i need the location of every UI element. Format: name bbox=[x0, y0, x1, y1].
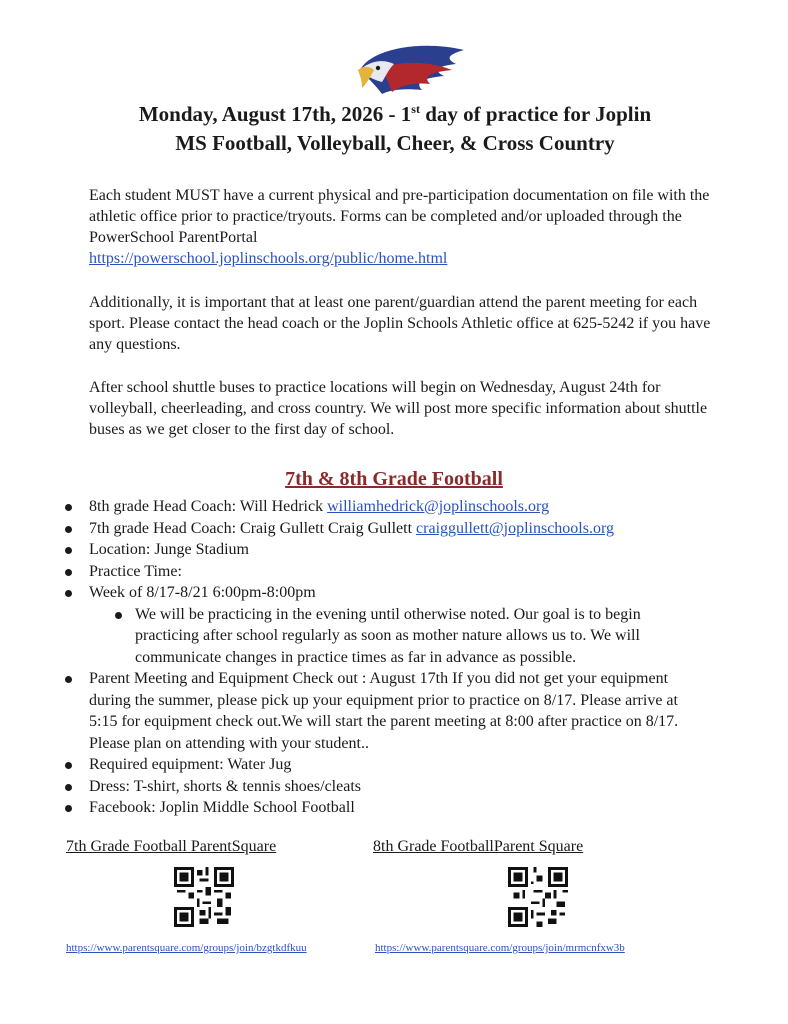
list-item bbox=[63, 518, 713, 540]
seventh-parentsquare-label: 7th Grade Football ParentSquare bbox=[66, 838, 277, 855]
week-note-text: We will be practicing in the evening until otherwise noted. Our goal is to begin practicing after school regularly as soon as mother nature allows us to. We will communicate changes in practice times as far in advance as possible. bbox=[135, 605, 641, 666]
bullet-icon bbox=[65, 547, 72, 554]
list-item bbox=[63, 561, 713, 583]
coach7-text: 7th grade Head Coach: Craig Gullett Craig Gullett bbox=[89, 519, 417, 537]
location-text: Location: Junge Stadium bbox=[89, 541, 249, 558]
bullet-icon bbox=[65, 784, 72, 791]
bullet-icon bbox=[65, 676, 72, 683]
title-line1-after: day of practice for Joplin bbox=[419, 102, 652, 126]
sub-list-item bbox=[63, 604, 713, 669]
coach8-text: 8th grade Head Coach: Will Hedrick bbox=[89, 498, 328, 515]
bullet-icon bbox=[115, 612, 122, 619]
page-title bbox=[60, 100, 730, 158]
bullet-icon bbox=[65, 569, 72, 576]
coach7-email-link[interactable]: craiggullett@joplinschools.org bbox=[416, 519, 614, 537]
football-bullet-list bbox=[63, 496, 713, 819]
shuttle-paragraph: After school shuttle buses to practice locations will begin on Wednesday, August 24th for volleyball, cheerleading, and cross country. We will post more specific information about shuttle buses as we get closer to the first day of school. bbox=[89, 379, 708, 438]
list-item bbox=[63, 668, 713, 754]
seventh-parentsquare-link[interactable]: https://www.parentsquare.com/groups/join/bzgtkdfkuu bbox=[66, 942, 307, 954]
eagle-logo-icon bbox=[352, 40, 472, 96]
eighth-parentsquare-label: 8th Grade FootballParent Square bbox=[373, 838, 584, 855]
week-text: Week of 8/17-8/21 6:00pm-8:00pm bbox=[89, 584, 316, 601]
list-item bbox=[63, 797, 713, 819]
list-item bbox=[63, 754, 713, 776]
physical-text: Each student MUST have a current physical and pre-participation documentation on file with the athletic office prior to practice/tryouts. Forms can be completed and/or uploaded through the PowerSchool ParentPortal bbox=[89, 187, 710, 246]
bullet-icon bbox=[65, 590, 72, 597]
parent-meeting-text: Parent Meeting and Equipment Check out : August 17th If you did not get your equipment during the summer, please pick up your equipment prior to practice on 8/17. Please arrive at 5:15 for equipment check out.We will start the parent meeting at 8:00 after practice on 8/17. Please plan on attending with your student.. bbox=[89, 670, 679, 752]
list-item bbox=[63, 539, 713, 561]
bullet-icon bbox=[65, 762, 72, 769]
powerschool-link[interactable]: https://powerschool.joplinschools.org/public/home.html bbox=[89, 250, 448, 267]
equipment-text: Required equipment: Water Jug bbox=[89, 756, 292, 773]
parent-meeting-paragraph: Additionally, it is important that at least one parent/guardian attend the parent meeting for each sport. Please contact the head coach or the Joplin Schools Athletic office at 625-5242 if you have any questions. bbox=[89, 294, 711, 353]
dress-text: Dress: T-shirt, shorts & tennis shoes/cleats bbox=[89, 777, 361, 795]
qr-code-icon bbox=[174, 867, 234, 927]
bullet-icon bbox=[65, 504, 72, 511]
list-item bbox=[63, 496, 713, 518]
practice-time-text: Practice Time: bbox=[89, 562, 182, 580]
title-superscript: st bbox=[411, 102, 420, 116]
qr-code-icon bbox=[508, 867, 568, 927]
eighth-parentsquare-link[interactable]: https://www.parentsquare.com/groups/join/mrmcnfxw3b bbox=[375, 942, 625, 954]
bullet-icon bbox=[65, 805, 72, 812]
title-line2: MS Football, Volleyball, Cheer, & Cross Country bbox=[175, 131, 615, 155]
list-item bbox=[63, 776, 713, 798]
list-item bbox=[63, 582, 713, 604]
football-section-heading: 7th & 8th Grade Football bbox=[285, 468, 503, 490]
bullet-icon bbox=[65, 526, 72, 533]
facebook-text: Facebook: Joplin Middle School Football bbox=[89, 799, 355, 816]
physical-paragraph bbox=[89, 185, 719, 269]
title-line1-before: Monday, August 17th, 2026 - 1 bbox=[138, 102, 412, 126]
coach8-email-link[interactable]: williamhedrick@joplinschools.org bbox=[327, 498, 550, 515]
